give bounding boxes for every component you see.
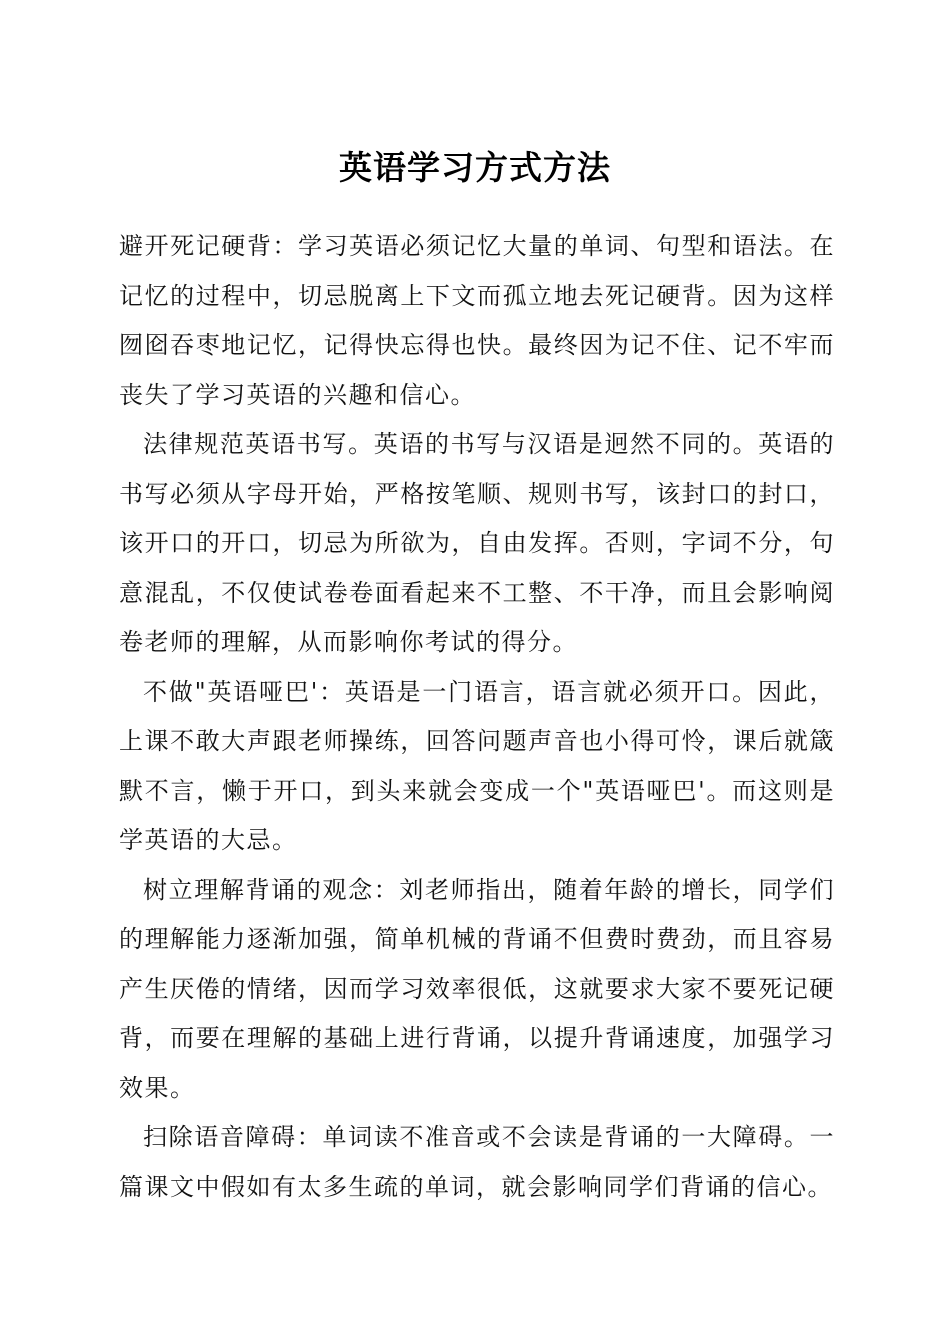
paragraph-speak-english: 不做"英语哑巴'：英语是一门语言，语言就必须开口。因此，上课不敢大声跟老师操练，回答问题声音也小得可怜，课后就箴默不言，懒于开口，到头来就会变成一个"英语哑巴'。而这则是学英语的大忌。 xyxy=(119,677,835,854)
paragraph-avoid-rote-memorization: 避开死记硬背：学习英语必须记忆大量的单词、句型和语法。在记忆的过程中，切忌脱离上下文而孤立地去死记硬背。因为这样囫囵吞枣地记忆，记得快忘得也快。最终因为记不住、记不牢而丧失了学习英语的兴趣和信心。 xyxy=(119,232,835,409)
document-body xyxy=(119,222,835,1212)
paragraph-standard-writing: 法律规范英语书写。英语的书写与汉语是迥然不同的。英语的书写必须从字母开始，严格按笔顺、规则书写，该封口的封口，该开口的开口，切忌为所欲为，自由发挥。否则，字词不分，句意混乱，不仅使试卷卷面看起来不工整、不干净，而且会影响阅卷老师的理解，从而影响你考试的得分。 xyxy=(119,430,835,656)
paragraph-pronunciation-obstacles: 扫除语音障碍：单词读不准音或不会读是背诵的一大障碍。一篇课文中假如有太多生疏的单词，就会影响同学们背诵的信心。 xyxy=(119,1123,835,1201)
document-title: 英语学习方式方法 xyxy=(339,148,611,187)
paragraph-understanding-recitation: 树立理解背诵的观念：刘老师指出，随着年龄的增长，同学们的理解能力逐渐加强，简单机械的背诵不但费时费劲，而且容易产生厌倦的情绪，因而学习效率很低，这就要求大家不要死记硬背，而要在理解的基础上进行背诵，以提升背诵速度，加强学习效果。 xyxy=(119,875,835,1102)
